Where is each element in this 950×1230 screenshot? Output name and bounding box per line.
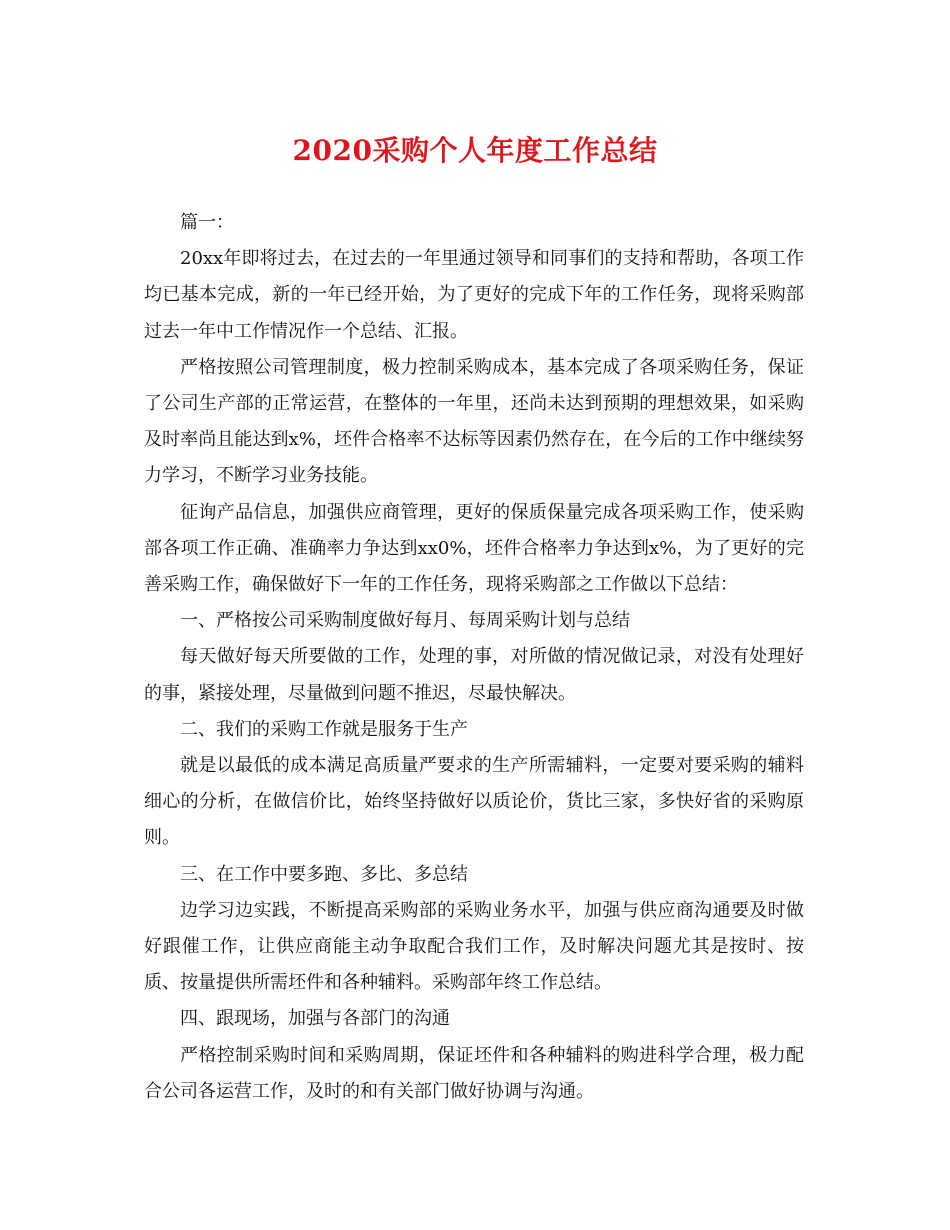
- paragraph-learn-practice: 边学习边实践，不断提高采购部的采购业务水平，加强与供应商沟通要及时做好跟催工作，让供应商能主动争取配合我们工作，及时解决问题尤其是按时、按质、按量提供所需坯件和各种辅料。采购部年终工作总结。: [144, 899, 804, 994]
- paragraph-cost-control: 严格按照公司管理制度，极力控制采购成本，基本完成了各项采购任务，保证了公司生产部的正常运营，在整体的一年里，还尚未达到预期的理想效果，如采购及时率尚且能达到x%，坯件合格率不达标等因素仍然存在，在今后的工作中继续努力学习，不断学习业务技能。: [144, 356, 804, 487]
- heading-serve-production: 二、我们的采购工作就是服务于生产: [180, 718, 468, 740]
- heading-department-communication: 四、跟现场，加强与各部门的沟通: [180, 1008, 450, 1030]
- document-title: 2020采购个人年度工作总结: [292, 134, 658, 167]
- paragraph-lowest-cost: 就是以最低的成本满足高质量严要求的生产所需辅料，一定要对要采购的辅料细心的分析，在做信价比，始终坚持做好以质论价，货比三家，多快好省的采购原则。: [144, 755, 804, 849]
- heading-plan-summary: 一、严格按公司采购制度做好每月、每周采购计划与总结: [180, 610, 630, 632]
- paragraph-daily-work: 每天做好每天所要做的工作，处理的事，对所做的情况做记录，对没有处理好的事，紧接处理，尽量做到问题不推迟，尽最快解决。: [144, 646, 804, 704]
- document-body: [144, 205, 804, 1110]
- paragraph-intro: 20xx年即将过去，在过去的一年里通过领导和同事们的支持和帮助，各项工作均已基本完成，新的一年已经开始，为了更好的完成下年的工作任务，现将采购部过去一年中工作情况作一个总结、汇报。: [144, 248, 804, 342]
- heading-run-compare-summarize: 三、在工作中要多跑、多比、多总结: [180, 863, 468, 885]
- paragraph-procurement-cycle: 严格控制采购时间和采购周期，保证坯件和各种辅料的购进科学合理，极力配合公司各运营工作，及时的和有关部门做好协调与沟通。: [144, 1044, 804, 1102]
- section-label: 篇一：: [180, 212, 234, 233]
- paragraph-supplier-management: 征询产品信息，加强供应商管理，更好的保质保量完成各项采购工作，使采购部各项工作正确、准确率力争达到xx0%，坯件合格率力争达到x%，为了更好的完善采购工作，确保做好下一年的工作任务，现将采购部之工作做以下总结：: [144, 501, 804, 596]
